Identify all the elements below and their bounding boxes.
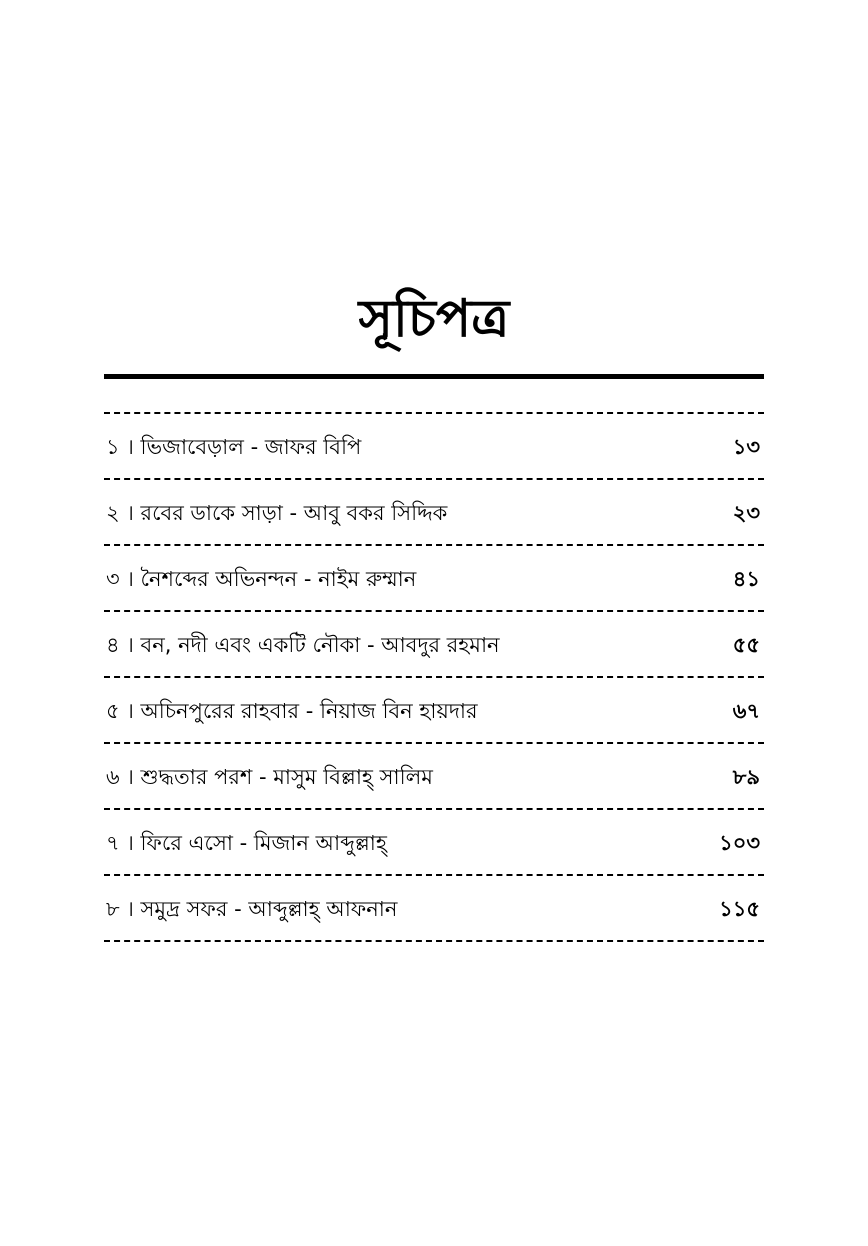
toc-entry-page: ৪১ bbox=[732, 567, 760, 591]
toc-entry-5 bbox=[104, 678, 764, 744]
toc-entry-1 bbox=[104, 414, 764, 480]
toc-entry-text: ৮ । সমুদ্র সফর - আব্দুল্লাহ্ আফনান bbox=[106, 897, 398, 921]
toc-entry-page: ১০৩ bbox=[719, 831, 760, 855]
toc-entry-page: ১৩ bbox=[732, 435, 760, 459]
toc-entry-8 bbox=[104, 876, 764, 942]
dashed-divider bbox=[104, 940, 764, 942]
toc-entry-page: ৫৫ bbox=[732, 633, 760, 657]
table-of-contents bbox=[104, 412, 764, 942]
toc-entry-2 bbox=[104, 480, 764, 546]
toc-entry-3 bbox=[104, 546, 764, 612]
toc-entry-text: ৪ । বন, নদী এবং একটি নৌকা - আবদুর রহমান bbox=[106, 633, 500, 657]
toc-entry-text: ৩ । নৈশব্দের অভিনন্দন - নাইম রুম্মান bbox=[106, 567, 417, 591]
toc-entry-7 bbox=[104, 810, 764, 876]
toc-entry-text: ১ । ভিজাবেড়াল - জাফর বিপি bbox=[106, 435, 362, 459]
toc-entry-page: ১১৫ bbox=[719, 897, 760, 921]
toc-entry-text: ৬ । শুদ্ধতার পরশ - মাসুম বিল্লাহ্ সালিম bbox=[106, 765, 433, 789]
toc-entry-page: ২৩ bbox=[732, 501, 760, 525]
toc-entry-page: ৬৭ bbox=[732, 699, 760, 723]
toc-entry-text: ৭ । ফিরে এসো - মিজান আব্দুল্লাহ্ bbox=[106, 831, 387, 855]
toc-entry-text: ২ । রবের ডাকে সাড়া - আবু বকর সিদ্দিক bbox=[106, 501, 448, 525]
toc-entry-text: ৫ । অচিনপুরের রাহবার - নিয়াজ বিন হায়দার bbox=[106, 699, 478, 723]
toc-entry-4 bbox=[104, 612, 764, 678]
toc-entry-6 bbox=[104, 744, 764, 810]
toc-entry-page: ৮৯ bbox=[732, 765, 760, 789]
page-title: সূচিপত্র bbox=[358, 289, 510, 349]
title-underline bbox=[104, 374, 764, 379]
